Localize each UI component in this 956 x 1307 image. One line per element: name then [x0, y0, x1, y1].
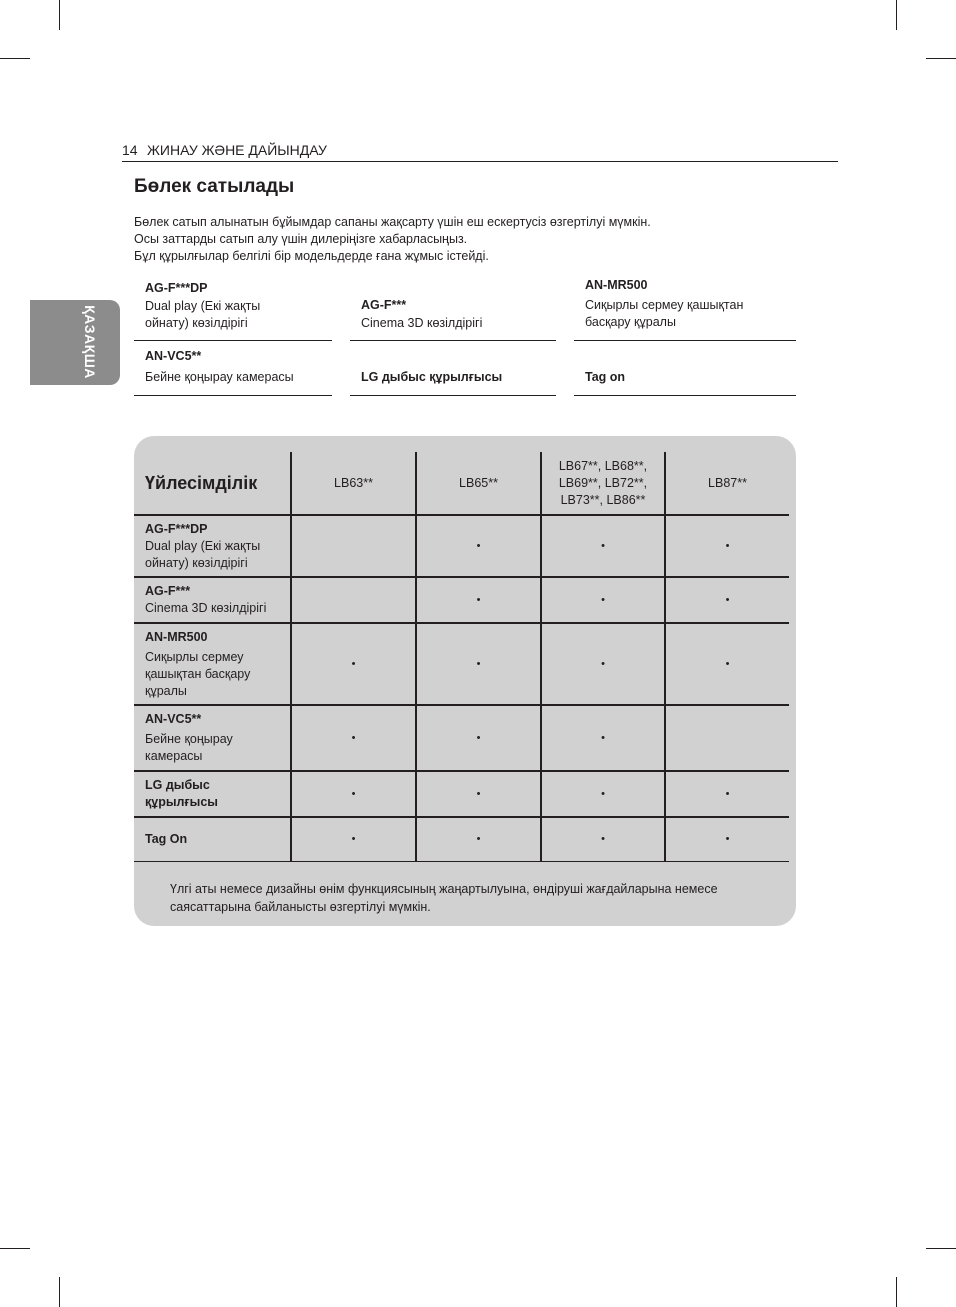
- table-heading: Үйлесімділік: [145, 472, 258, 493]
- compat-mark: [291, 515, 416, 577]
- compat-mark: •: [291, 705, 416, 771]
- compat-mark: •: [541, 577, 665, 623]
- crop-mark: [0, 1248, 30, 1249]
- intro-line: Бұл құрылғылар белгілі бір модельдерде ғана жұмыс істейді.: [134, 249, 489, 263]
- crop-mark: [59, 0, 60, 30]
- compat-mark: •: [291, 623, 416, 705]
- compat-mark: •: [416, 705, 541, 771]
- device-cell: [134, 817, 291, 861]
- intro-line: Осы заттарды сатып алу үшін дилеріңізге хабарласыңыз.: [134, 232, 468, 246]
- table-row: [134, 577, 789, 623]
- device-code: AG-F***: [145, 584, 191, 598]
- compat-mark: [665, 705, 789, 771]
- crop-mark: [926, 1248, 956, 1249]
- accessory-item: [134, 340, 332, 396]
- column-header: LB67**, LB68**, LB69**, LB72**, LB73**, LB86**: [541, 452, 665, 515]
- table-row: [134, 623, 789, 705]
- accessory-desc: Cinema 3D көзілдірігі: [361, 316, 483, 330]
- accessory-item: [350, 340, 556, 396]
- device-cell: [134, 623, 291, 705]
- device-code: Tag On: [145, 831, 188, 846]
- accessory-item: [574, 278, 796, 341]
- table-header-row: [134, 452, 789, 515]
- compat-mark: [291, 577, 416, 623]
- compat-mark: •: [541, 817, 665, 861]
- compat-mark: •: [416, 577, 541, 623]
- device-cell: [134, 577, 291, 623]
- language-tab: [30, 300, 120, 385]
- intro-line: Бөлек сатып алынатын бұйымдар сапаны жақсарту үшін еш ескертусіз өзгертілуі мүмкін.: [134, 215, 651, 229]
- device-code: AG-F***DP: [145, 521, 208, 536]
- accessory-item: [350, 278, 556, 341]
- column-header: LB63**: [291, 452, 416, 515]
- crop-mark: [0, 58, 30, 59]
- compat-mark: •: [416, 623, 541, 705]
- accessory-code: AG-F***DP: [145, 281, 208, 295]
- compat-mark: •: [416, 817, 541, 861]
- page-header: [122, 140, 838, 162]
- language-tab-label: ҚАЗАҚША: [82, 305, 98, 379]
- accessory-desc: Бейне қоңырау камерасы: [145, 370, 294, 384]
- compat-mark: •: [291, 817, 416, 861]
- accessory-desc: Dual play (Екі жақты ойнату) көзілдірігі: [145, 299, 261, 330]
- device-cell: [134, 771, 291, 817]
- page-title: Бөлек сатылады: [134, 176, 295, 197]
- compat-mark: •: [291, 771, 416, 817]
- compat-mark: •: [541, 515, 665, 577]
- accessory-code: AG-F***: [361, 298, 407, 312]
- compat-mark: •: [416, 515, 541, 577]
- accessory-code: Tag on: [585, 370, 626, 384]
- compat-mark: •: [541, 771, 665, 817]
- compat-mark: •: [416, 771, 541, 817]
- accessory-code: LG дыбыс құрылғысы: [361, 370, 503, 384]
- compat-mark: •: [665, 515, 789, 577]
- column-header: LB65**: [416, 452, 541, 515]
- page-number: 14: [122, 142, 138, 158]
- table-row: [134, 771, 789, 817]
- table-row: [134, 515, 789, 577]
- accessory-code: AN-MR500: [585, 278, 648, 292]
- section-title: ЖИНАУ ЖӘНЕ ДАЙЫНДАУ: [147, 142, 327, 158]
- compat-mark: •: [665, 623, 789, 705]
- footnote: Үлгі аты немесе дизайны өнім функциясының жаңартылуына, өндіруші жағдайларына немесе саясаттарына байланысты өзгертілуі мүмкін.: [170, 882, 718, 914]
- accessory-item: [574, 340, 796, 396]
- device-desc: Cinema 3D көзілдірігі: [145, 601, 267, 615]
- device-desc: Сиқырлы сермеу қашықтан басқару құралы: [145, 649, 251, 698]
- accessory-desc: Сиқырлы сермеу қашықтан басқару құралы: [585, 298, 744, 329]
- column-header: LB87**: [665, 452, 789, 515]
- accessory-code: AN-VC5**: [145, 349, 202, 363]
- compat-mark: •: [665, 817, 789, 861]
- device-code: AN-VC5**: [145, 712, 202, 726]
- device-cell: [134, 515, 291, 577]
- device-cell: [134, 705, 291, 771]
- device-desc: Бейне қоңырау камерасы: [145, 732, 233, 763]
- compat-mark: •: [541, 623, 665, 705]
- device-desc: Dual play (Екі жақты ойнату) көзілдірігі: [145, 538, 261, 570]
- table-row: [134, 705, 789, 771]
- crop-mark: [896, 0, 897, 30]
- crop-mark: [926, 58, 956, 59]
- device-code: AN-MR500: [145, 629, 208, 644]
- compat-mark: •: [665, 771, 789, 817]
- device-code: LG дыбыс құрылғысы: [145, 778, 218, 809]
- table-row: [134, 817, 789, 861]
- compat-mark: •: [541, 705, 665, 771]
- crop-mark: [896, 1277, 897, 1307]
- crop-mark: [59, 1277, 60, 1307]
- compat-mark: •: [665, 577, 789, 623]
- accessory-item: [134, 278, 332, 341]
- compatibility-table: [134, 452, 789, 862]
